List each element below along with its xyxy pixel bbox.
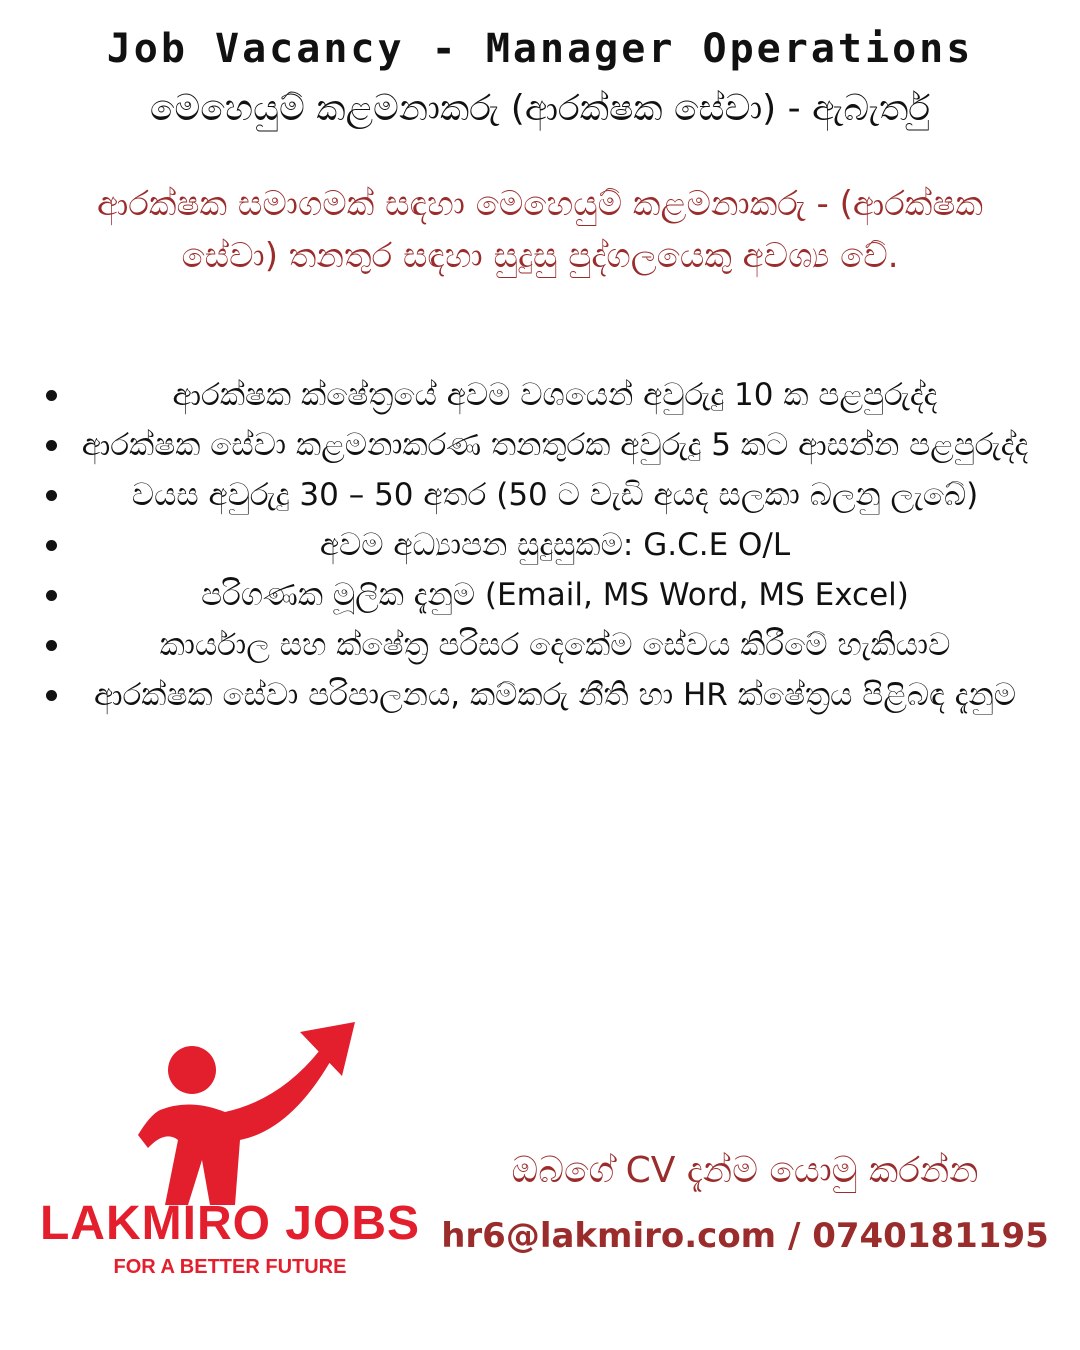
bullet-icon	[46, 640, 57, 651]
bullet-icon	[46, 540, 57, 551]
bullet-icon	[46, 690, 57, 701]
logo-tagline: FOR A BETTER FUTURE	[113, 1256, 347, 1278]
bullet-icon	[46, 490, 57, 501]
person-arrow-icon	[130, 1020, 360, 1210]
page-title: Job Vacancy - Manager Operations	[106, 26, 974, 72]
bullet-icon	[46, 390, 57, 401]
intro-paragraph: ආරක්ෂක සමාගමක් සඳහා මෙහෙයුම් කළමනාකරු - (ආරක්ෂක සේවා) තනතුර සඳහා සුදුසු පුද්ගලයෙකු අවශ්‍ය වේ.	[96, 184, 983, 276]
bullet-icon	[46, 440, 57, 451]
requirement-text: ආරක්ෂක සේවා පරිපාලනය, කම්කරු නීති හා HR ක්ෂේත්‍රය පිළිබඳ දැනුම	[94, 677, 1016, 713]
logo-wordmark: LAKMIRO JOBS	[39, 1197, 420, 1250]
list-item	[40, 422, 1040, 468]
page-subtitle-sinhala: මෙහෙයුම් කළමනාකරු (ආරක්ෂක සේවා) - ඇබැර්තු	[149, 88, 931, 129]
list-item	[40, 472, 1040, 518]
list-item	[40, 522, 1040, 568]
requirement-text: පරිගණක මූලික දැනුම (Email, MS Word, MS Excel)	[201, 577, 909, 613]
company-logo	[20, 1020, 440, 1290]
list-item	[40, 622, 1040, 668]
list-item	[40, 672, 1040, 718]
bullet-icon	[46, 590, 57, 601]
requirement-text: වයස අවුරුදු 30 – 50 අතර (50 ට වැඩි අයද සලකා බලනු ලැබේ)	[131, 477, 979, 513]
requirement-text: අවම අධ්‍යාපන සුදුසුකම: G.C.E O/L	[319, 527, 791, 563]
contact-info: hr6@lakmiro.com / 0740181195	[441, 1216, 1049, 1256]
requirement-text: ආරක්ෂක ක්ෂේත්‍රයේ අවම වශයෙන් අවුරුදු 10 ක පළපුරුද්ද	[172, 377, 938, 413]
requirement-text: ආරක්ෂක සේවා කළමනාකරණ තනතුරක අවුරුදු 5 කට ආසන්න පළපුරුද්ද	[81, 427, 1029, 463]
requirement-text: කාර්යාල සහ ක්ෂේත්‍ර පරිසර දෙකේම සේවය කිරීමේ හැකියාව	[159, 627, 951, 663]
requirements-list	[40, 372, 1040, 722]
list-item	[40, 372, 1040, 418]
call-to-action: ඔබගේ CV දැන්ම යොමු කරන්න	[511, 1150, 979, 1191]
list-item	[40, 572, 1040, 618]
